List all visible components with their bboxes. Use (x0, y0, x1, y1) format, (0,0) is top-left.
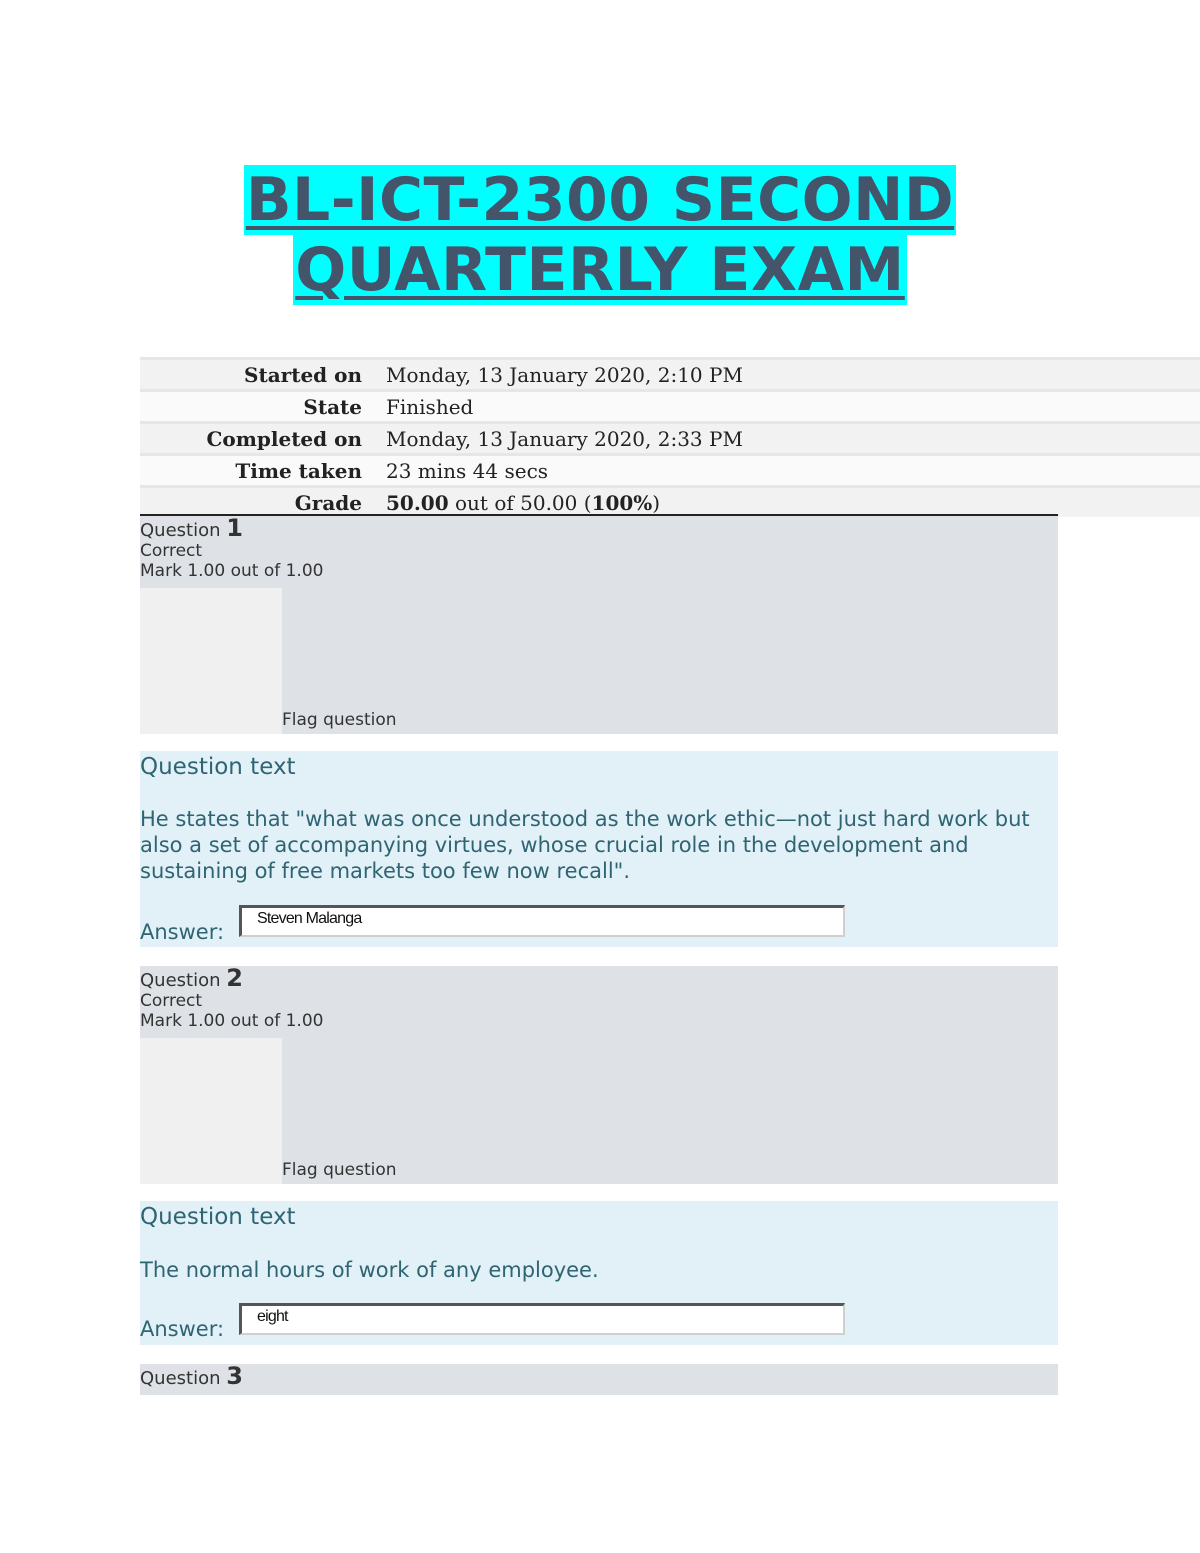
flag-question-link[interactable]: Flag question (282, 710, 397, 730)
flag-question-link[interactable]: Flag question (282, 1160, 397, 1180)
summary-row-grade (140, 487, 1200, 518)
summary-label: Grade (140, 487, 374, 518)
exam-title-line-2: QUARTERLY EXAM (295, 235, 905, 305)
summary-value: Monday, 13 January 2020, 2:10 PM (374, 359, 1200, 391)
question-state: Correct (140, 541, 203, 561)
summary-value: Finished (374, 391, 1200, 423)
question-1-info (140, 516, 1058, 734)
summary-value (374, 487, 1200, 518)
flag-icon[interactable] (140, 588, 282, 734)
question-grade: Mark 1.00 out of 1.00 (140, 561, 324, 581)
question-number-value: 2 (226, 964, 243, 992)
summary-row-time-taken (140, 455, 1200, 487)
answer-input[interactable]: Steven Malanga (239, 905, 845, 937)
summary-row-started (140, 359, 1200, 391)
flag-icon[interactable] (140, 1038, 282, 1184)
question-2-info (140, 966, 1058, 1184)
question-number: Question 3 (140, 1362, 243, 1390)
answer-input[interactable]: eight (239, 1303, 845, 1335)
exam-title (0, 165, 1200, 305)
question-number: Question 1 (140, 514, 243, 542)
summary-label: Completed on (140, 423, 374, 455)
grade-close: ) (652, 490, 661, 515)
question-grade: Mark 1.00 out of 1.00 (140, 1011, 324, 1031)
grade-percent: 100% (591, 490, 653, 515)
summary-value: Monday, 13 January 2020, 2:33 PM (374, 423, 1200, 455)
exam-title-line-1: BL-ICT-2300 SECOND (245, 165, 955, 235)
answer-label: Answer: (140, 920, 225, 944)
summary-label: Started on (140, 359, 374, 391)
question-2-content (140, 1201, 1058, 1345)
question-text-body: The normal hours of work of any employee. (140, 1258, 599, 1282)
question-text-heading: Question text (140, 1204, 296, 1230)
question-3-info (140, 1364, 1058, 1395)
question-state: Correct (140, 991, 203, 1011)
question-1-content (140, 751, 1058, 947)
grade-score: 50.00 (386, 490, 449, 515)
question-number-value: 3 (226, 1362, 243, 1390)
summary-row-state (140, 391, 1200, 423)
question-number-value: 1 (226, 514, 243, 542)
summary-value: 23 mins 44 secs (374, 455, 1200, 487)
question-text-heading: Question text (140, 754, 296, 780)
grade-out-of: out of 50.00 ( (448, 490, 592, 515)
summary-label: Time taken (140, 455, 374, 487)
attempt-summary-table (140, 357, 1200, 517)
question-text-body: He states that "what was once understood as the work ethic—not just hard work but also a set of accompanying virtues, whose crucial role in the development and sustaining of free markets too few now recall". (140, 807, 1030, 883)
question-number: Question 2 (140, 964, 243, 992)
answer-label: Answer: (140, 1317, 225, 1341)
summary-row-completed (140, 423, 1200, 455)
summary-label: State (140, 391, 374, 423)
